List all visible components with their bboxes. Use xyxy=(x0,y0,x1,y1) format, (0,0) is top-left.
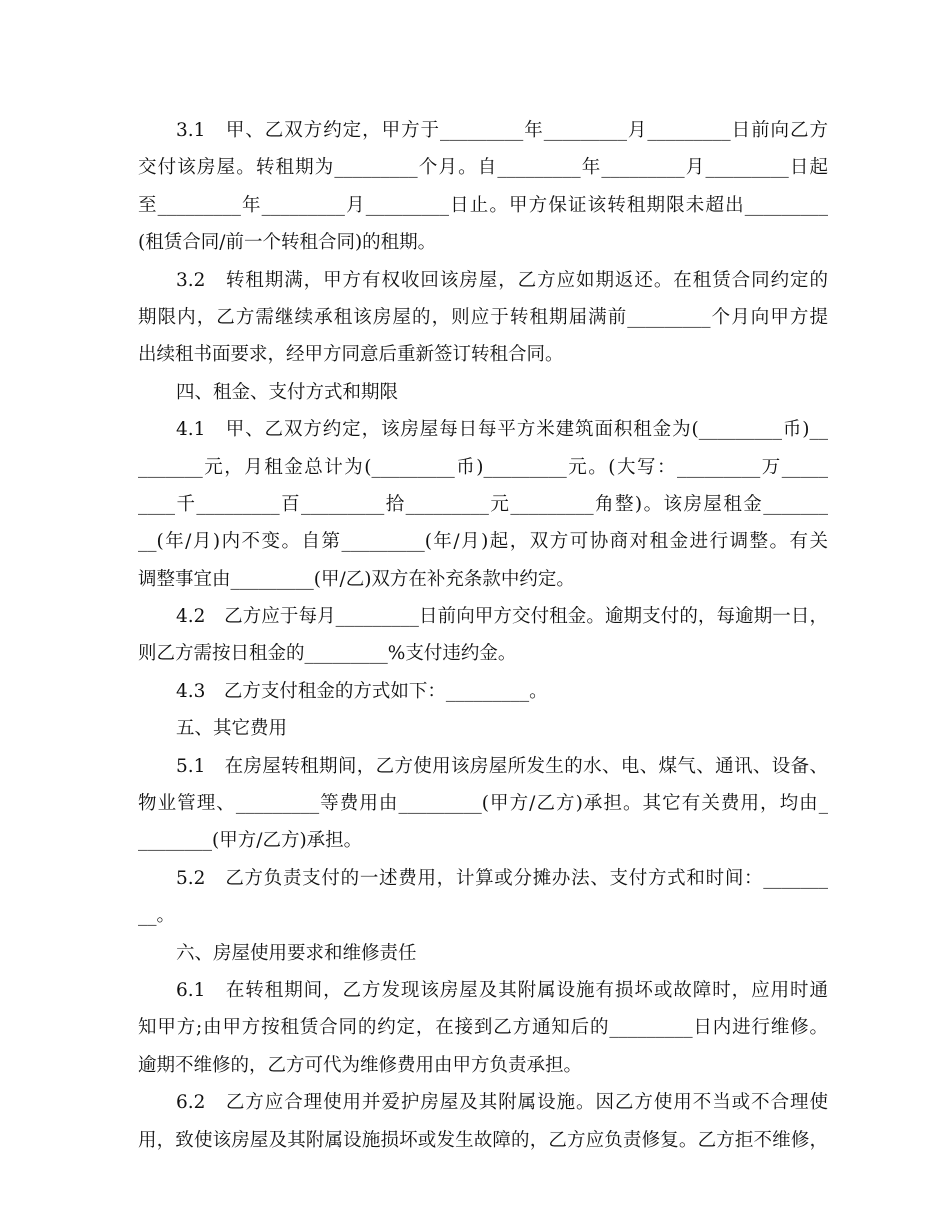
clause-5-2-line-1: 5.2 乙方负责支付的一述费用，计算或分摊办法、支付方式和时间：_______ xyxy=(176,867,828,889)
clause-4-1-line-1: 4.1 甲、乙双方约定，该房屋每日每平方米建筑面积租金为(_________币)__ xyxy=(176,419,828,441)
clause-6-1-line-1: 6.1 在转租期间，乙方发现该房屋及其附属设施有损坏或故障时，应用时通 xyxy=(176,979,828,1001)
clause-3-2-line-1: 3.2 转租期满，甲方有权收回该房屋，乙方应如期返还。在租赁合同约定的 xyxy=(176,269,828,291)
clause-6-1-line-3: 逾期不维修的，乙方可代为维修费用由甲方负责承担。 xyxy=(138,1054,583,1076)
clause-3-1-line-2: 交付该房屋。转租期为_________个月。自_________年_________月_________日起 xyxy=(138,157,828,179)
clause-5-1-line-3: ________(甲方/乙方)承担。 xyxy=(138,830,363,852)
section-4-heading: 四、租金、支付方式和期限 xyxy=(176,381,399,403)
clause-6-2-line-2: 用，致使该房屋及其附属设施损坏或发生故障的，乙方应负责修复。乙方拒不维修， xyxy=(138,1129,828,1151)
section-5-heading: 五、其它费用 xyxy=(176,718,288,740)
clause-4-2-line-1: 4.2 乙方应于每月_________日前向甲方交付租金。逾期支付的，每逾期一日， xyxy=(176,606,828,628)
clause-3-1-line-3: 至_________年_________月_________日止。甲方保证该转租期限未超出_________ xyxy=(138,194,828,216)
clause-4-3-line-1: 4.3 乙方支付租金的方式如下：_________。 xyxy=(176,680,548,702)
clause-4-1-line-2: _______元，月租金总计为(_________币)_________元。(大写：_________万_____ xyxy=(138,456,828,478)
clause-3-1-line-4: (租赁合同/前一个转租合同)的租期。 xyxy=(138,232,437,254)
clause-4-1-line-4: __(年/月)内不变。自第_________(年/月)起，双方可协商对租金进行调整。有关 xyxy=(138,531,828,553)
clause-6-1-line-2: 知甲方;由甲方按租赁合同的约定，在接到乙方通知后的_________日内进行维修。 xyxy=(138,1017,828,1039)
clause-5-1-line-2: 物业管理、_________等费用由_________(甲方/乙方)承担。其它有关费用，均由_ xyxy=(138,793,828,815)
clause-4-1-line-3: ____千_________百_________拾_________元_________角整)。该房屋租金_______ xyxy=(138,493,828,515)
clause-5-2-line-2: __。 xyxy=(138,905,176,927)
section-6-heading: 六、房屋使用要求和维修责任 xyxy=(176,942,417,964)
clause-5-1-line-1: 5.1 在房屋转租期间，乙方使用该房屋所发生的水、电、煤气、通讯、设备、 xyxy=(176,755,828,777)
clause-6-2-line-1: 6.2 乙方应合理使用并爱护房屋及其附属设施。因乙方使用不当或不合理使 xyxy=(176,1092,828,1114)
contract-page xyxy=(138,112,828,1159)
clause-3-2-line-2: 期限内，乙方需继续承租该房屋的，则应于转租期届满前_________个月向甲方提 xyxy=(138,306,828,328)
clause-3-1-line-1: 3.1 甲、乙双方约定，甲方于_________年_________月_________日前向乙方 xyxy=(176,120,828,141)
clause-3-2-line-3: 出续租书面要求，经甲方同意后重新签订转租合同。 xyxy=(138,344,564,366)
clause-4-1-line-5: 调整事宜由_________(甲/乙)双方在补充条款中约定。 xyxy=(138,568,575,590)
clause-4-2-line-2: 则乙方需按日租金的_________%支付违约金。 xyxy=(138,643,517,665)
contract-body xyxy=(138,112,828,1159)
